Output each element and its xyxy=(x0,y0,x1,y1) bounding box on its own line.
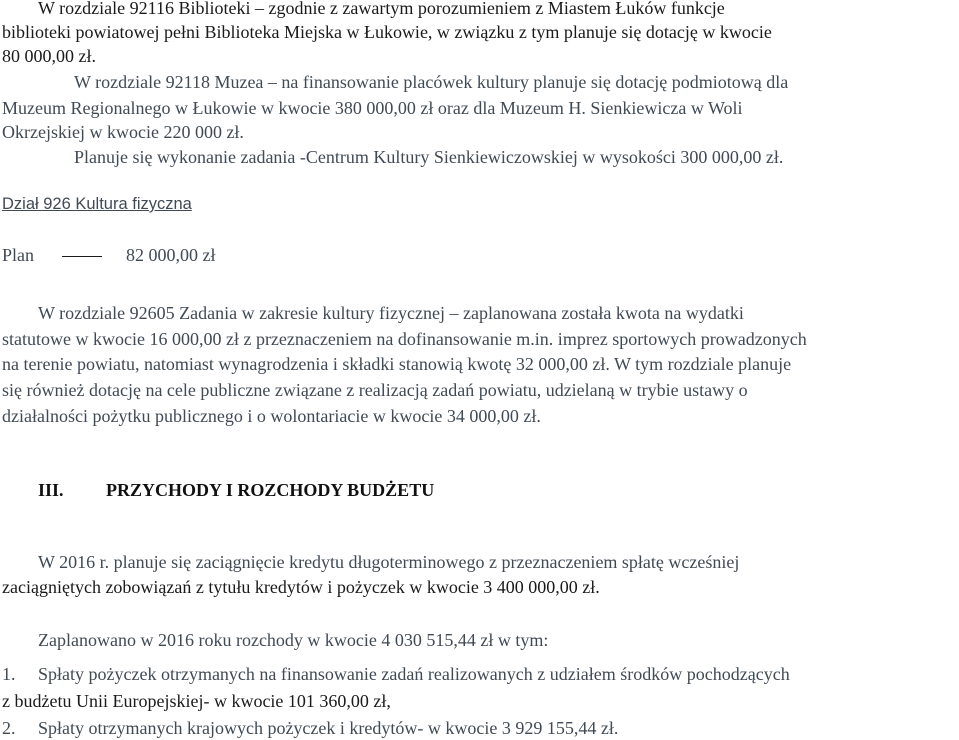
p1-line1: W rozdziale 92116 Biblioteki – zgodnie z zawartym porozumieniem z Miastem Łuków funkcje xyxy=(38,0,725,18)
p1-line2: biblioteki powiatowej pełni Biblioteka Miejska w Łukowie, w związku z tym planuje się dotację w kwocie xyxy=(2,22,772,42)
p2-line2: Muzeum Regionalnego w Łukowie w kwocie 380 000,00 zł oraz dla Muzeum H. Sienkiewicza w Woli xyxy=(2,98,743,118)
p6-text: Zaplanowano w 2016 roku rozchody w kwocie 4 030 515,44 zł w tym: xyxy=(38,630,549,650)
p5-line1: W 2016 r. planuje się zaciągnięcie kredytu długoterminowego z przeznaczeniem spłatę wcześniej xyxy=(38,552,740,572)
p2-line1: W rozdziale 92118 Muzea – na finansowanie placówek kultury planuje się dotację podmiotową dla xyxy=(74,72,789,92)
p4-line2: statutowe w kwocie 16 000,00 zł z przeznaczeniem na dofinansowanie m.in. imprez sportowych prowadzonych xyxy=(2,329,807,349)
p3-text: Planuje się wykonanie zadania -Centrum Kultury Sienkiewiczowskiej w wysokości 300 000,00 zł. xyxy=(74,147,784,167)
p2-line3: Okrzejskiej w kwocie 220 000 zł. xyxy=(2,122,244,142)
chapter-number: III. xyxy=(38,480,64,500)
p1-line3: 80 000,00 zł. xyxy=(2,46,96,66)
list-item-2-num: 2. xyxy=(2,718,16,738)
p4-line1: W rozdziale 92605 Zadania w zakresie kultury fizycznej – zaplanowana została kwota na wydatki xyxy=(38,303,744,323)
list-item-1-line1: Spłaty pożyczek otrzymanych na finansowanie zadań realizowanych z udziałem środków pochodzących xyxy=(38,664,790,684)
p4-line3: na terenie powiatu, natomiast wynagrodzenia i składki stanowią kwotę 32 000,00 zł. W tym rozdziale planuje xyxy=(2,354,792,374)
plan-dash xyxy=(62,256,102,257)
plan-amount: 82 000,00 zł xyxy=(126,245,216,265)
list-item-2-line1: Spłaty otrzymanych krajowych pożyczek i kredytów- w kwocie 3 929 155,44 zł. xyxy=(38,718,619,738)
plan-label: Plan xyxy=(2,245,35,265)
list-item-1-num: 1. xyxy=(2,664,16,684)
p4-line5: działalności pożytku publicznego i o wolontariacie w kwocie 34 000,00 zł. xyxy=(2,406,541,426)
list-item-1-line2: z budżetu Unii Europejskiej- w kwocie 101 360,00 zł, xyxy=(2,691,391,711)
section-heading: Dział 926 Kultura fizyczna xyxy=(2,195,192,213)
p5-line2: zaciągniętych zobowiązań z tytułu kredytów i pożyczek w kwocie 3 400 000,00 zł. xyxy=(2,577,600,597)
plan-line xyxy=(2,243,216,267)
p4-line4: się również dotację na cele publiczne związane z realizacją zadań powiatu, udzielaną w trybie ustawy o xyxy=(2,380,748,400)
chapter-title: PRZYCHODY I ROZCHODY BUDŻETU xyxy=(106,480,435,500)
